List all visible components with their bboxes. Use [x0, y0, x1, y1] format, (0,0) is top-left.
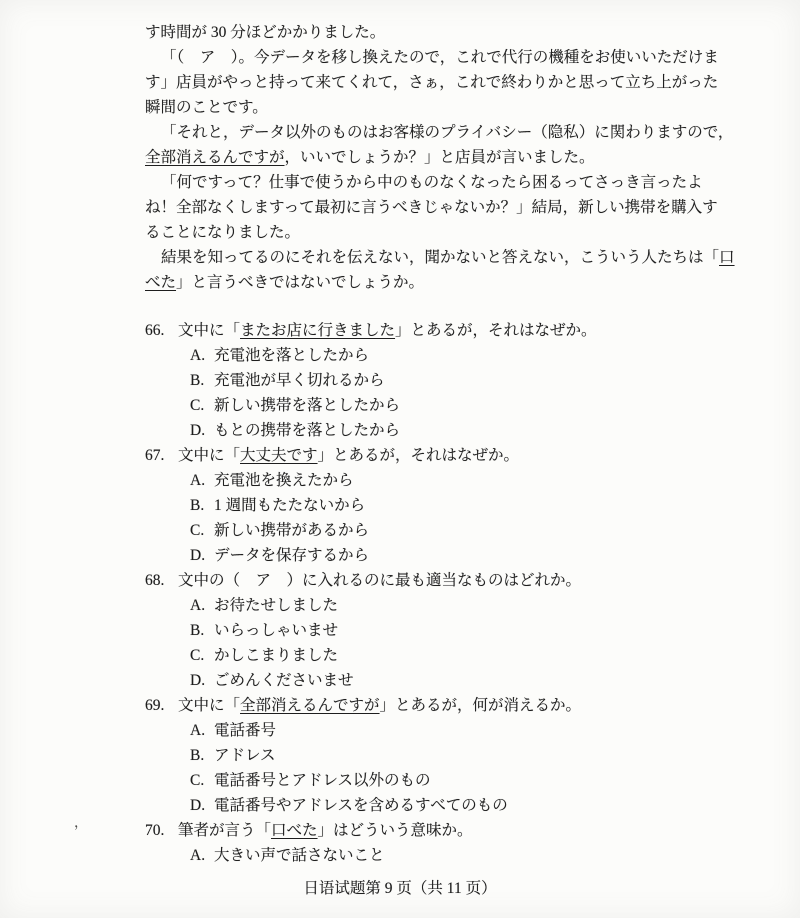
- option-text: 充電池を換えたから: [214, 472, 354, 489]
- option-text: 1 週間もたたないから: [214, 497, 366, 514]
- option-letter: B.: [190, 497, 205, 514]
- option-row: [145, 493, 690, 518]
- question-text: 文中に「: [178, 322, 241, 339]
- passage-text: ，いいでしょうか？」と店員が言いました。: [284, 149, 595, 166]
- option-letter: B.: [190, 747, 205, 764]
- option-letter: D.: [190, 797, 206, 814]
- option-text: お待たせしました: [214, 597, 339, 614]
- option-row: [145, 793, 690, 818]
- question-text: 」とあるが，それはなぜか。: [395, 322, 597, 339]
- question-text: 文中に「: [178, 447, 241, 464]
- passage-line: [145, 245, 735, 270]
- option-letter: A.: [190, 472, 206, 489]
- question-text: 」とあるが，それはなぜか。: [317, 447, 520, 464]
- option-row: [145, 393, 690, 418]
- question-number: 68.: [145, 572, 165, 589]
- question-prompt: [145, 818, 690, 843]
- option-letter: A.: [190, 347, 206, 364]
- option-row: [145, 593, 690, 618]
- question-item: [145, 318, 690, 443]
- option-row: [145, 718, 690, 743]
- option-letter: C.: [190, 772, 205, 789]
- option-text: いらっしゃいませ: [214, 622, 339, 639]
- question-item: [145, 693, 690, 818]
- underlined-phrase: 口: [719, 249, 735, 266]
- option-row: [145, 543, 690, 568]
- option-letter: A.: [190, 722, 206, 739]
- question-number: 67.: [145, 447, 165, 464]
- question-item: [145, 568, 690, 693]
- question-prompt: [145, 693, 690, 718]
- option-text: データを保存するから: [214, 547, 370, 564]
- question-number: 70.: [145, 822, 165, 839]
- option-row: [145, 618, 690, 643]
- option-letter: A.: [190, 597, 206, 614]
- question-prompt: [145, 443, 690, 468]
- passage-line: [145, 95, 675, 120]
- option-text: もとの携帯を落としたから: [214, 422, 401, 439]
- option-letter: D.: [190, 422, 206, 439]
- passage-text: 結果を知ってるのにそれを伝えない，聞かないと答えない，こういう人たちは「: [161, 249, 720, 266]
- question-text: 」はどういう意味か。: [317, 822, 473, 839]
- question-prompt: [145, 568, 690, 593]
- option-text: 新しい携帯があるから: [214, 522, 370, 539]
- option-letter: C.: [190, 522, 205, 539]
- option-row: [145, 843, 690, 868]
- option-row: [145, 643, 690, 668]
- question-number: 69.: [145, 697, 165, 714]
- passage-text: 瞬間のことです。: [145, 99, 268, 116]
- question-number: 66.: [145, 322, 165, 339]
- option-text: 充電池が早く切れるから: [214, 372, 385, 389]
- passage-line: [145, 45, 719, 70]
- option-text: 新しい携帯を落としたから: [214, 397, 401, 414]
- option-letter: B.: [190, 372, 205, 389]
- option-text: 電話番号やアドレスを含めるすべてのもの: [214, 797, 508, 814]
- passage-line: [145, 170, 703, 195]
- option-text: 充電池を落としたから: [214, 347, 370, 364]
- question-list: [145, 318, 690, 868]
- option-text: 電話番号: [214, 722, 277, 739]
- underlined-phrase: 全部消えるんですが: [145, 149, 285, 166]
- question-text: 」とあるが，何が消えるか。: [379, 697, 582, 714]
- passage-text: ることになりました。: [145, 224, 301, 241]
- option-row: [145, 668, 690, 693]
- reading-passage: [145, 20, 735, 295]
- underlined-phrase: 大丈夫です: [240, 447, 318, 464]
- passage-line: [145, 120, 734, 145]
- option-row: [145, 343, 690, 368]
- option-letter: B.: [190, 622, 205, 639]
- question-text: 文中の（ ア ）に入れるのに最も適当なものはどれか。: [178, 572, 582, 589]
- option-text: かしこまりました: [214, 647, 339, 664]
- passage-line: [145, 270, 675, 295]
- underlined-phrase: 全部消えるんですが: [240, 697, 380, 714]
- option-row: [145, 743, 690, 768]
- passage-text: 「それと，データ以外のものはお客様のプライバシー（隐私）に関わりますので，: [161, 124, 734, 141]
- passage-line: [145, 195, 718, 220]
- question-text: 筆者が言う「: [178, 822, 272, 839]
- option-text: 大きい声で話さないこと: [214, 847, 385, 864]
- option-text: 電話番号とアドレス以外のもの: [214, 772, 431, 789]
- option-row: [145, 468, 690, 493]
- passage-line: [145, 145, 675, 170]
- passage-text: 「（ ア ）。今データを移し換えたので，これで代行の機種をお使いいただけま: [161, 49, 719, 66]
- passage-line: [145, 20, 675, 45]
- passage-text: す」店員がやっと持って来てくれて，さぁ，これで終わりかと思って立ち上がった: [145, 74, 719, 91]
- scan-artifact: ，: [74, 816, 88, 831]
- question-item: [145, 818, 690, 868]
- passage-text: 」と言うべきではないでしょうか。: [176, 274, 425, 291]
- passage-text: ね！全部なくしますって最初に言うべきじゃないか？」結局，新しい携帯を購入す: [145, 199, 718, 216]
- passage-line: [145, 70, 719, 95]
- underlined-phrase: べた: [145, 274, 177, 291]
- option-letter: D.: [190, 672, 206, 689]
- option-letter: C.: [190, 397, 205, 414]
- page-footer: 日语试题第 9 页（共 11 页）: [303, 880, 497, 897]
- option-row: [145, 768, 690, 793]
- option-letter: C.: [190, 647, 205, 664]
- question-text: 文中に「: [178, 697, 241, 714]
- option-letter: D.: [190, 547, 206, 564]
- question-item: [145, 443, 690, 568]
- option-row: [145, 518, 690, 543]
- underlined-phrase: またお店に行きました: [240, 322, 396, 339]
- option-text: ごめんくださいませ: [214, 672, 354, 689]
- option-text: アドレス: [214, 747, 276, 764]
- option-row: [145, 368, 690, 393]
- option-letter: A.: [190, 847, 206, 864]
- question-prompt: [145, 318, 690, 343]
- underlined-phrase: 口べた: [271, 822, 318, 839]
- passage-text: 「何ですって？仕事で使うから中のものなくなったら困るってさっき言ったよ: [161, 174, 703, 191]
- passage-text: す時間が 30 分ほどかかりました。: [145, 24, 386, 41]
- option-row: [145, 418, 690, 443]
- passage-line: [145, 220, 675, 245]
